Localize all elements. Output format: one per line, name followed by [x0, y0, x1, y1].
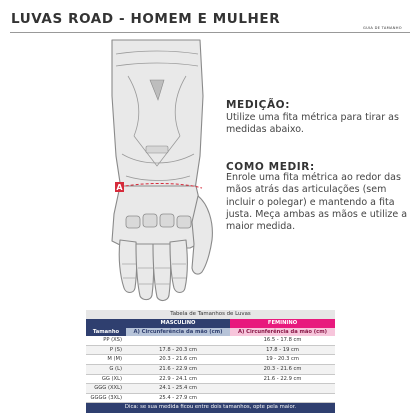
how-to-title: COMO MEDIR:	[226, 161, 315, 173]
measurement-text: Utilize uma fita métrica para tirar as medidas abaixo.	[226, 112, 399, 136]
table-row	[86, 345, 335, 355]
size-cell: M (M)	[86, 355, 126, 365]
size-cell: GGGG (3XL)	[86, 393, 126, 403]
female-cell	[230, 393, 335, 403]
size-cell: PP (XS)	[86, 336, 126, 345]
size-column-header: Tamanho	[86, 328, 126, 337]
male-group-header: MASCULINO	[126, 319, 230, 328]
table-row	[86, 374, 335, 384]
header-divider	[10, 32, 410, 33]
glove-finger-ring	[136, 244, 154, 300]
female-cell: 20.3 - 21.6 cm	[230, 364, 335, 374]
female-cell: 21.6 - 22.9 cm	[230, 374, 335, 384]
table-row	[86, 384, 335, 394]
size-cell: GGG (XXL)	[86, 384, 126, 394]
male-cell: 20.3 - 21.6 cm	[126, 355, 230, 365]
size-table-container	[86, 310, 335, 413]
size-table	[86, 310, 335, 413]
table-row	[86, 364, 335, 374]
male-cell: 22.9 - 24.1 cm	[126, 374, 230, 384]
size-cell: GG (XL)	[86, 374, 126, 384]
size-guide-label: GUIA DE TAMANHO	[363, 26, 402, 30]
male-cell	[126, 336, 230, 345]
female-cell	[230, 384, 335, 394]
male-cell: 24.1 - 25.4 cm	[126, 384, 230, 394]
table-row	[86, 355, 335, 365]
female-measure-header: A) Circunferência da mão (cm)	[230, 328, 335, 337]
glove-finger-little	[119, 240, 136, 293]
size-table-caption: Tabela de Tamanhos de Luvas	[86, 310, 335, 319]
header-spacer	[86, 319, 126, 328]
female-cell: 19 - 20.3 cm	[230, 355, 335, 365]
measure-marker-label: A	[116, 183, 123, 192]
glove-cuff	[112, 40, 203, 196]
male-cell: 25.4 - 27.9 cm	[126, 393, 230, 403]
table-row	[86, 336, 335, 345]
size-cell: P (S)	[86, 345, 126, 355]
female-cell: 16.5 - 17.8 cm	[230, 336, 335, 345]
male-measure-header: A) Circunferência da mão (cm)	[126, 328, 230, 337]
glove-finger-middle	[153, 244, 171, 301]
glove-finger-index	[170, 240, 187, 293]
glove-illustration	[82, 36, 232, 302]
glove-thumb	[192, 196, 212, 274]
male-cell: 21.6 - 22.9 cm	[126, 364, 230, 374]
female-cell: 17.8 - 19 cm	[230, 345, 335, 355]
size-cell: G (L)	[86, 364, 126, 374]
table-row	[86, 393, 335, 403]
page-title: LUVAS ROAD - HOMEM E MULHER	[11, 11, 281, 27]
how-to-text: Enrole uma fita métrica ao redor das mãos atrás das articulações (sem incluir o polegar) e mantendo a fita justa. Meça ambas as mãos e utilize a maior medida.	[226, 172, 408, 233]
measurement-title: MEDIÇÃO:	[226, 99, 291, 111]
size-tip: Dica: se sua medida ficou entre dois tamanhos, opte pela maior.	[86, 403, 335, 413]
female-group-header: FEMININO	[230, 319, 335, 328]
male-cell: 17.8 - 20.3 cm	[126, 345, 230, 355]
